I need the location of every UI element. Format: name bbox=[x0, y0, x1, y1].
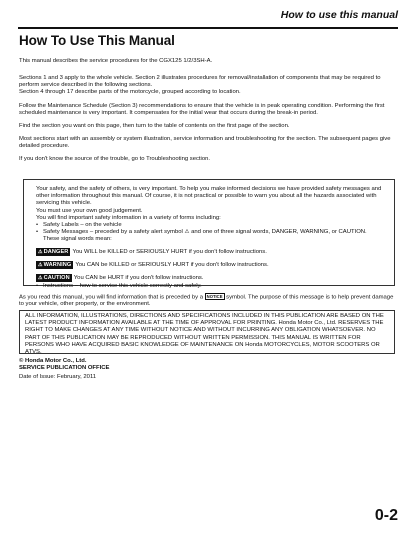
paragraph-text: Follow the Maintenance Schedule (Section 3) recommendations to ensure that the vehicle is in peak operating condition. Performing the first scheduled maintenance is very important. It compensates for the initial wear that occurs during the break-in period. bbox=[19, 103, 385, 117]
page-number: 0-2 bbox=[374, 507, 398, 524]
notice-text-after: symbol. The purpose of this message is to help prevent damage to your vehicle, other property, or the environment. bbox=[19, 294, 394, 308]
notice-symbol: NOTICE bbox=[206, 294, 223, 299]
paragraph-text: Find the section you want on this page, then turn to the table of contents on the first page of the section. bbox=[19, 123, 290, 129]
warning-row bbox=[36, 261, 388, 270]
signal-words-intro: These signal words mean: bbox=[43, 236, 112, 243]
bullet-text-part: and one of three signal words, DANGER, WARNING, or CAUTION. bbox=[191, 229, 367, 236]
bullet-item bbox=[36, 229, 388, 236]
troubleshooting-paragraph bbox=[19, 156, 399, 163]
paragraph-text: Section 4 through 17 describe parts of the motorcycle, grouped according to location. bbox=[19, 89, 241, 96]
safety-intro: Your safety, and the safety of others, is very important. To help you make informed decisions we have provided safety messages and other information throughout this manual. Of course, it is not practical or possible to warn you about all the hazards associated with servicing this vehicle. bbox=[36, 186, 382, 207]
danger-text: You WILL be KILLED or SERIOUSLY HURT if you don't follow instructions. bbox=[72, 248, 267, 255]
alert-triangle-icon: ⚠ bbox=[38, 274, 43, 281]
badge-label: DANGER bbox=[43, 248, 69, 255]
header-rule bbox=[18, 27, 398, 29]
issue-date: Date of Issue: February, 2011 bbox=[19, 374, 97, 380]
paragraph-text: Sections 1 and 3 apply to the whole vehicle. Section 2 illustrates procedures for removal/installation of components that may be required to perform service described in the following sections. bbox=[19, 75, 381, 89]
sections-paragraph bbox=[19, 75, 399, 97]
find-section-paragraph bbox=[19, 123, 399, 130]
paragraph-text: If you don't know the source of the trouble, go to Troubleshooting section. bbox=[19, 156, 211, 162]
alert-triangle-icon: ⚠ bbox=[38, 248, 43, 255]
section-header: How to use this manual bbox=[280, 9, 398, 21]
warning-badge bbox=[36, 261, 73, 269]
safety-alert-icon: ⚠ bbox=[184, 229, 190, 236]
bullet-dot: • bbox=[36, 222, 39, 229]
section-structure-paragraph bbox=[19, 136, 399, 150]
safety-forms: You will find important safety information in a variety of forms including: bbox=[36, 214, 221, 221]
badge-label: CAUTION bbox=[43, 274, 70, 281]
badge-label: WARNING bbox=[43, 261, 72, 268]
bullet-text: Safety Labels – on the vehicle bbox=[43, 222, 122, 229]
bullet-text: Instructions – how to service this vehicle correctly and safely. bbox=[43, 282, 202, 289]
page-title: How To Use This Manual bbox=[19, 33, 175, 48]
legal-disclaimer: ALL INFORMATION, ILLUSTRATIONS, DIRECTIONS AND SPECIFICATIONS INCLUDED IN THIS PUBLICATION ARE BASED ON THE LATEST PRODUCT INFORMATION AVAILABLE AT THE TIME OF APPROVAL FOR PRINTING. Honda Motor Co., Ltd. RESERVES THE RIGHT TO MAKE CHANGES AT ANY TIME WITHOUT NOTICE AND WITHOUT INCURRING ANY OBLIGATION WHATSOEVER. NO PART OF THIS PUBLICATION MAY BE REPRODUCED WITHOUT WRITTEN PERMISSION. THIS MANUAL IS WRITTEN FOR PERSONS WHO HAVE ACQUIRED BASIC KNOWLEDGE OF MAINTENANCE ON Honda MOTORCYCLES, MOTOR SCOOTERS OR ATVS. bbox=[19, 310, 395, 354]
paragraph-text: Most sections start with an assembly or system illustration, service information and troubleshooting for the section. The subsequent pages give detailed procedure. bbox=[19, 136, 391, 150]
caution-row bbox=[36, 274, 388, 283]
safety-text bbox=[36, 186, 388, 290]
publisher-line: SERVICE PUBLICATION OFFICE bbox=[19, 365, 110, 372]
danger-row bbox=[36, 248, 388, 257]
bullet-text bbox=[43, 229, 367, 236]
caution-badge bbox=[36, 274, 72, 282]
bullet-text-part: Safety Messages – preceded by a safety alert symbol bbox=[43, 229, 183, 236]
notice-text-before: As you read this manual, you will find information that is preceded by a bbox=[19, 294, 204, 301]
maintenance-paragraph bbox=[19, 103, 399, 117]
warning-text: You CAN be KILLED or SERIOUSLY HURT if you don't follow instructions. bbox=[75, 261, 269, 268]
safety-box bbox=[23, 179, 395, 289]
caution-text: You CAN be HURT if you don't follow instructions. bbox=[73, 274, 204, 281]
notice-paragraph bbox=[19, 293, 399, 309]
bullet-dot: • bbox=[36, 229, 39, 236]
bullet-dot: • bbox=[36, 282, 39, 289]
copyright-line: © Honda Motor Co., Ltd. bbox=[19, 358, 87, 364]
bullet-item bbox=[36, 283, 388, 290]
alert-triangle-icon: ⚠ bbox=[38, 261, 43, 268]
safety-judgement: You must use your own good judgement. bbox=[36, 207, 143, 214]
danger-badge bbox=[36, 248, 70, 256]
paragraph-text: This manual describes the service procedures for the CGX125 1/2/3SH-A. bbox=[19, 58, 213, 64]
copyright-block bbox=[19, 358, 109, 372]
intro-paragraph bbox=[19, 58, 399, 65]
